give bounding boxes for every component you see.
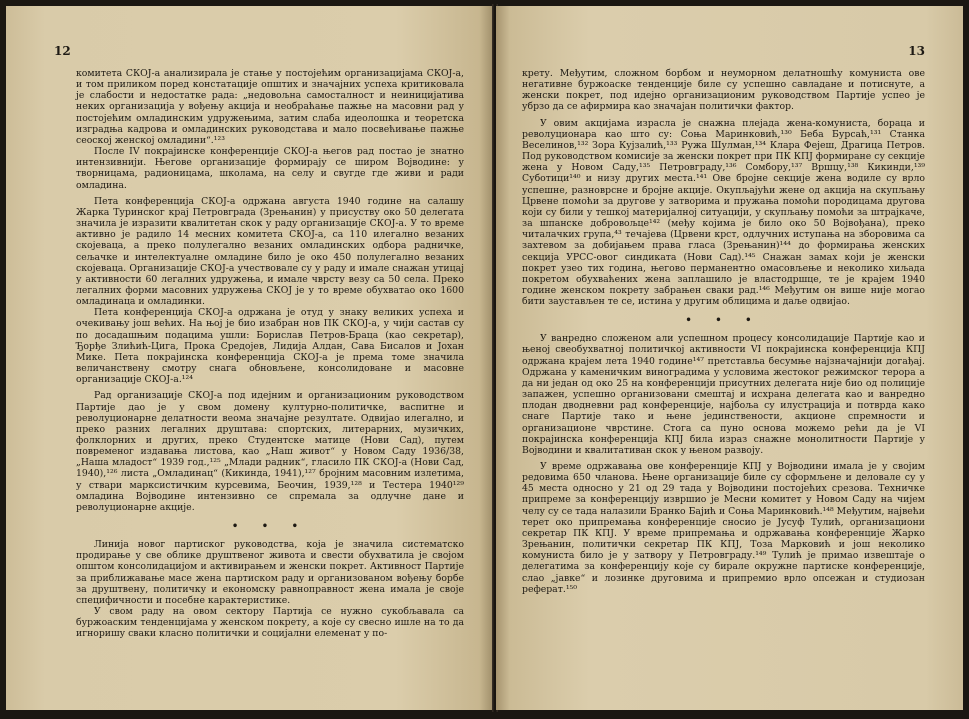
paragraph: Линија новог партиског руководства, која је значила систематско продирање у све облике друштвеног живота и свести обухватила је својом општом консолидацијом и активирањем и женски покрет. Активност Партије за приближавање масе жена партиском раду и организованом вођењу борбе за друштвену, политичку и економску равноправност жена имала је своје специфичности и посебне карактеристике. — [76, 539, 464, 606]
paragraph: Пета конференција СКОЈ-а одржана је отуд у знаку великих успеха и очекивању још већих. На њој је био изабран нов ПК СКОЈ-а, у чији састав су по досадашњим подацима ушли: Борислав Петров-Браца (као секретар), Ђорђе Злићић-Цига, Прока Средојев, Лидија Алдан, Сава Бисалов и Јохан Мике. Пета покрајинска конференција СКОЈ-а је према томе значила величанствену смотру снага обновљене, консолидоване и масовне организације СКОЈ-а.¹²⁴ — [76, 307, 464, 386]
paragraph: Пета конференција СКОЈ-а одржана августа 1940 године на салашу Жарка Туринског крај Петровграда (Зрењанин) у присуству око 50 делегата значила је изразити квалитетан скок у раду организације СКОЈ-а. У то време активно је радило 14 месних комитета СКОЈ-а, са 110 илегално везаних скојеваца, а преко полулегално везаних омладинских одбора радничке, сељачке и интелектуалне омладине било је око 450 полулегално везаних скојеваца. Организације СКОЈ-а учествовале су у раду и имале снажан утицај у активности 60 легалних удружења, и имале чврсту везу са 50 села. Преко легалних форми масовних удружења СКОЈ је у то време обухватао око 1600 омладинаца и омладинки. — [76, 195, 464, 308]
paragraph: После IV покрајинске конференције СКОЈ-а његов рад постао је знатно интензивнији. Његове организације формирају се широм Војводине: у творницама, радионицама, школама, на селу и свугде где живи и ради омладина. — [76, 146, 464, 191]
paragraph: комитета СКОЈ-а анализирала је стање у постојећим организацијама СКОЈ-а, и том приликом поред констатације општих и значајних успеха критиковала је слабости и недостатке рада: „недовољна самосталност и неиницијатива неких организација у вођењу акција и необраћање пажње на масовни рад у постојећим омладинским удружењима, затим слаба идеолошка и теоретска изградња кадрова и омладинских руководстава и мало посвећивање пажње сеоској женској омладини“.¹²³ — [76, 68, 464, 146]
section-separator: • • • — [685, 315, 762, 327]
page-number-left: 12 — [54, 44, 71, 58]
paragraph: У овим акцијама израсла је снажна плејада жена-комуниста, бораца и револуционара као што су: Соња Маринковић,¹³⁰ Беба Бурсаћ,¹³¹ Станка Веселинов,¹³² Зора Кујзалић,¹³³ Ружа Шулман,¹³⁴ Клара Фејеш, Драгица Петров. Под руководством комисије за женски покрет при ПК КПЈ формиране су секције жена у Новом Саду,¹³⁵ Петровграду,¹³⁶ Сомбору,¹³⁷ Вршцу,¹³⁸ Кикинди,¹³⁹ Суботици¹⁴⁰ и низу других места.¹⁴¹ Ове бројне секције жена водиле су врло успешне, разноврсне и бројне акције. Окупљајући жене од акција на скупљању Црвене помоћи за другове у затворима и пружања помоћи породицама другова који су били у тешкој материјалној ситуацији, у скупљању помоћи за штрајкаче, за шпанске добровољце¹⁴² (међу којима је било око 50 Војвођана), преко читалачких група,⁴³ течајева (Црвени крст, одлучних иступања на зборовима са захтевом за добијањем права гласа (Зрењанин)¹⁴⁴ до формирања женских секција УРСС-овог синдиката (Нови Сад).¹⁴⁵ Снажан замах који је женски покрет узео тих година, његово перманентно омасовљење и неколико хиљада покретом обухваћених жена заплашило је властодршце, те је крајем 1940 године женском покрету забрањен сваки рад.¹⁴⁶ Међутим он више није могао бити заустављен те се, истина у другим облицима и даље одвијао. — [522, 117, 925, 308]
left-page — [6, 6, 494, 710]
section-separator: • • • — [231, 521, 309, 533]
paragraph: У свом раду на овом сектору Партија се нужно сукобљавала са буржоаским тенденцијама у женском покрету, а које су свесно ишле на то да игноришу сваки класно политички и социјални елеменат у по- — [76, 606, 464, 640]
page-number-right: 13 — [908, 44, 925, 58]
paragraph: У време одржавања ове конференције КПЈ у Војводини имала је у својим редовима 650 чланова. Њене организације биле су сформљене и деловале су у 45 места односно у 21 од 29 тада у Војводини постојећих срезова. Техничке припреме за конференцију извршио је Месни комитет у Новом Саду на чијем челу су се тада налазили Бранко Бајић и Соња Маринковић.¹⁴⁸ Међутим, највећи терет око припремања конференције сносио је Јусуф Тулић, организациони секретар ПК КПЈ. У време припремања и одржавања конференције Жарко Зрењанин, политички секретар ПК КПЈ, Тоза Марковић и још неколико комуниста било је у затвору у Петровграду.¹⁴⁹ Тулић је примао извештаје о делегатима за конференцију које су бирале окружне партиске конференције, слао „јавке“ и лозинке друговима и припремио врло опсежан и студиозан реферат.¹⁵⁰ — [522, 461, 925, 595]
paragraph: крету. Међутим, сложном борбом и неуморном делатношћу комуниста ове негативне буржоаске тенденције биле су успешно савладане и потиснуте, а женски покрет, под идејно организационим руководством Партије успео је убрзо да се афирмира као значајан политички фактор. — [522, 68, 925, 113]
right-page — [496, 6, 963, 710]
paragraph: У ванредно сложеном али успешном процесу консолидације Партије као и њеној свеобухватној политичкој активности VI покрајинска конференција КПЈ одржана крајем лета 1940 године¹⁴⁷ претставља бесумње најзначајнији догађај. Одржана у каменичким виноградима у условима жестоког режимског терора а да ни један од око 25 на конференцији присутних делегата није био од полиције запажен, успешно организовани смештај и исхрана делегата као и ванредно плодан дводневни рад конференције, најбоља су илустрација и потврда како снаге Партије тако и њене јединствености, акционе спремности и организационе чврстине. Стога са пуно основа можемо рећи да је VI покрајинска конференција КПЈ била израз снажне монолитности Партије у Војводини и квалитативан скок у њеном развоју. — [522, 333, 925, 456]
paragraph: Рад организације СКОЈ-а под идејним и организационим руководством Партије дао је у свом домену културно-политичке, васпитне и револуционарне делатности веома значајне резултате. Одвијао илегално, и преко разних легалних друштава: спортских, литерарних, музичких, фолклорних и других, преко Студентске матице (Нови Сад), путем повременог издавања листова, као „Наш живот“ у Новом Саду 1936/38, „Наша младост“ 1939 год.,¹²⁵ „Млади радник“, гласило ПК СКОЈ-а (Нови Сад, 1940),¹²⁶ листа „Омладинац“ (Кикинда, 1941),¹²⁷ бројним масовним излетима, у ствари марксистичким курсевима, Беочин, 1939,¹²⁸ и Тестера 1940¹²⁹ омладина Војводине интензивно се спремала за одлучне дане и револуционарне акције. — [76, 390, 464, 513]
